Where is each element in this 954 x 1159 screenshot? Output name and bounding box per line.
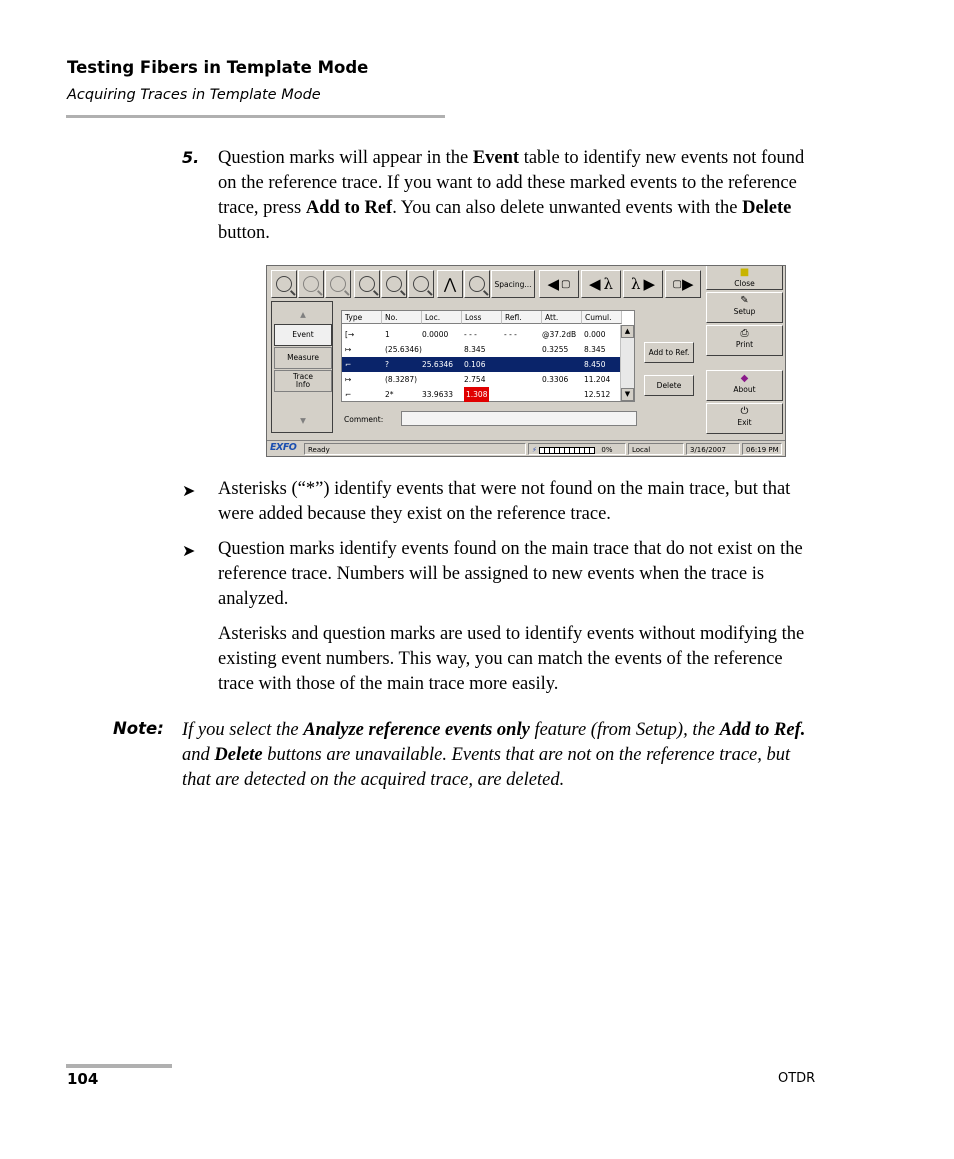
zoom-horizontal-button[interactable] bbox=[354, 270, 380, 298]
book-icon: ◆ bbox=[740, 373, 749, 384]
step-text: Question marks will appear in the Event table to identify new events not found on the reference trace. If you want to add these marked events to the reference trace, press Add to Ref. You can also delete unwanted events with the Delete button. bbox=[218, 148, 805, 243]
table-cell-refl: - - - bbox=[504, 330, 517, 339]
status-ready: Ready bbox=[304, 443, 526, 455]
column-header[interactable]: Loc. bbox=[422, 311, 462, 324]
up-arrow-icon: ▲ bbox=[624, 327, 631, 335]
tab-measure[interactable]: Measure bbox=[274, 347, 332, 369]
table-cell-type: ⌐ bbox=[345, 360, 352, 369]
column-header[interactable]: Cumul. bbox=[582, 311, 622, 324]
bullet-arrow-icon: ➤ bbox=[182, 541, 196, 560]
table-cell-no: (8.3287) bbox=[385, 375, 418, 384]
printer-icon: ⎙ bbox=[740, 328, 749, 339]
table-cell-loc: 33.9633 bbox=[422, 390, 454, 399]
column-header[interactable]: Loss bbox=[462, 311, 502, 324]
table-cell-loss: 2.754 bbox=[464, 375, 486, 384]
table-cell-loc: 0.0000 bbox=[422, 330, 449, 339]
spacing-button[interactable]: Spacing... bbox=[491, 270, 535, 298]
bullet-text: Question marks identify events found on the main trace that do not exist on the reference trace. Numbers will be assigned to new events when the trace is analyzed. bbox=[218, 539, 803, 609]
power-icon: ⏻ bbox=[740, 406, 749, 417]
bullet-text: Asterisks (“*”) identify events that were not found on the main trace, but that were added because they exist on the reference trace. bbox=[218, 479, 791, 524]
progress-bar bbox=[539, 447, 595, 454]
setup-icon: ✎ bbox=[740, 295, 749, 306]
table-cell-no: (25.6346) bbox=[385, 345, 422, 354]
magnifier-icon bbox=[276, 276, 292, 292]
product-name: OTDR bbox=[778, 1071, 816, 1086]
close-icon: ■ bbox=[739, 267, 750, 278]
zoom-in-button[interactable] bbox=[298, 270, 324, 298]
table-cell-cumul: 12.512 bbox=[584, 390, 611, 399]
table-cell-loss: 0.106 bbox=[464, 360, 486, 369]
trace-icon: ▢ bbox=[561, 278, 571, 290]
battery-icon: ⚡ bbox=[532, 446, 537, 454]
left-tab-panel bbox=[271, 301, 333, 433]
table-cell-att: 0.3255 bbox=[542, 345, 569, 354]
table-cell-no: 2* bbox=[385, 390, 394, 399]
exfo-logo: EXFO bbox=[270, 442, 297, 453]
table-cell-cumul: 8.450 bbox=[584, 360, 606, 369]
zoom-fit-icon bbox=[413, 276, 429, 292]
table-cell-loss: 1.308 bbox=[464, 387, 489, 402]
otdr-screenshot bbox=[266, 265, 786, 457]
up-arrow-icon: ▲ bbox=[300, 310, 306, 319]
column-header[interactable]: Refl. bbox=[502, 311, 542, 324]
table-cell-att: @37.2dB bbox=[542, 330, 577, 339]
table-row[interactable] bbox=[342, 342, 622, 357]
table-row[interactable] bbox=[342, 372, 622, 387]
previous-trace-button[interactable] bbox=[539, 270, 579, 298]
tab-scroll-down-button[interactable] bbox=[274, 410, 332, 432]
table-cell-loss: 8.345 bbox=[464, 345, 486, 354]
down-arrow-icon: ▼ bbox=[300, 416, 306, 425]
zoom-vertical-icon bbox=[386, 276, 402, 292]
right-arrow-icon: ▶ bbox=[681, 275, 694, 293]
zoom-vertical-button[interactable] bbox=[381, 270, 407, 298]
zoom-check-button[interactable] bbox=[464, 270, 490, 298]
zoom-check-icon bbox=[469, 276, 485, 292]
section-title: Testing Fibers in Template Mode bbox=[67, 58, 369, 77]
table-cell-cumul: 8.345 bbox=[584, 345, 606, 354]
comment-label: Comment: bbox=[344, 415, 384, 424]
down-arrow-icon: ▼ bbox=[624, 390, 631, 398]
status-mode: Local bbox=[628, 443, 684, 455]
column-header[interactable]: Type bbox=[342, 311, 382, 324]
table-cell-loss: - - - bbox=[464, 330, 477, 339]
tab-trace-info[interactable]: Trace Info bbox=[274, 370, 332, 392]
body-paragraph: Asterisks and question marks are used to identify events without modifying the existing event numbers. This way, you can match the events of the reference trace with those of the main trace more easily. bbox=[218, 624, 805, 694]
column-header[interactable]: No. bbox=[382, 311, 422, 324]
status-date: 3/16/2007 bbox=[686, 443, 740, 455]
table-row[interactable] bbox=[342, 357, 622, 372]
right-arrow-icon: ▶ bbox=[643, 275, 656, 293]
table-cell-att: 0.3306 bbox=[542, 375, 569, 384]
page-number: 104 bbox=[67, 1070, 99, 1088]
next-trace-button[interactable] bbox=[665, 270, 701, 298]
event-table bbox=[341, 310, 635, 402]
trace-icon: ▢ bbox=[672, 278, 682, 290]
print-button[interactable]: ⎙ Print bbox=[706, 325, 783, 356]
exit-button[interactable]: ⏻ Exit bbox=[706, 403, 783, 434]
table-row[interactable] bbox=[342, 327, 622, 342]
zoom-in-icon bbox=[303, 276, 319, 292]
add-to-ref-button[interactable]: Add to Ref. bbox=[644, 342, 694, 363]
note-text: If you select the Analyze reference events only feature (from Setup), the Add to Ref. and Delete buttons are unavailable. Events that are not on the reference trace, but that are detected on the acquired trace, are deleted. bbox=[182, 720, 806, 790]
status-progress: ⚡ 0% bbox=[528, 443, 626, 455]
header-rule bbox=[66, 115, 445, 118]
tab-scroll-up-button[interactable] bbox=[274, 304, 332, 326]
table-cell-cumul: 11.204 bbox=[584, 375, 611, 384]
table-scrollbar[interactable] bbox=[620, 325, 634, 401]
column-header[interactable]: Att. bbox=[542, 311, 582, 324]
section-subtitle: Acquiring Traces in Template Mode bbox=[67, 87, 321, 103]
tab-event[interactable]: Event bbox=[274, 324, 332, 346]
delete-button[interactable]: Delete bbox=[644, 375, 694, 396]
scroll-up-button[interactable] bbox=[621, 325, 634, 338]
comment-field[interactable] bbox=[401, 411, 637, 426]
previous-wavelength-button[interactable]: ◀ λ bbox=[581, 270, 621, 298]
step-number: 5. bbox=[182, 148, 200, 167]
scroll-down-button[interactable] bbox=[621, 388, 634, 401]
zoom-fit-button[interactable] bbox=[408, 270, 434, 298]
status-time: 06:19 PM bbox=[742, 443, 782, 455]
table-cell-no: 1 bbox=[385, 330, 390, 339]
bullet-arrow-icon: ➤ bbox=[182, 481, 196, 500]
about-button[interactable]: ◆ About bbox=[706, 370, 783, 401]
note-label: Note: bbox=[113, 719, 164, 738]
zoom-out-icon bbox=[330, 276, 346, 292]
left-arrow-icon: ◀ bbox=[547, 275, 560, 293]
footer-rule bbox=[66, 1064, 172, 1068]
table-cell-type: ↦ bbox=[345, 345, 352, 354]
zoom-out-button[interactable] bbox=[325, 270, 351, 298]
peak-icon: ⋀ bbox=[443, 275, 457, 293]
table-cell-no: ? bbox=[385, 360, 389, 369]
table-cell-type: [→ bbox=[345, 330, 355, 339]
trace-peak-button[interactable] bbox=[437, 270, 463, 298]
left-arrow-icon: ◀ bbox=[588, 275, 601, 293]
table-cell-type: ↦ bbox=[345, 375, 352, 384]
table-cell-cumul: 0.000 bbox=[584, 330, 606, 339]
table-cell-loc: 25.6346 bbox=[422, 360, 454, 369]
status-bar bbox=[267, 440, 785, 456]
setup-button[interactable]: ✎ Setup bbox=[706, 292, 783, 323]
zoom-select-button[interactable] bbox=[271, 270, 297, 298]
zoom-horizontal-icon bbox=[359, 276, 375, 292]
next-wavelength-button[interactable]: λ ▶ bbox=[623, 270, 663, 298]
table-cell-type: ⌐ bbox=[345, 390, 352, 399]
close-button[interactable]: ■ Close bbox=[706, 265, 783, 290]
table-row[interactable] bbox=[342, 387, 622, 402]
